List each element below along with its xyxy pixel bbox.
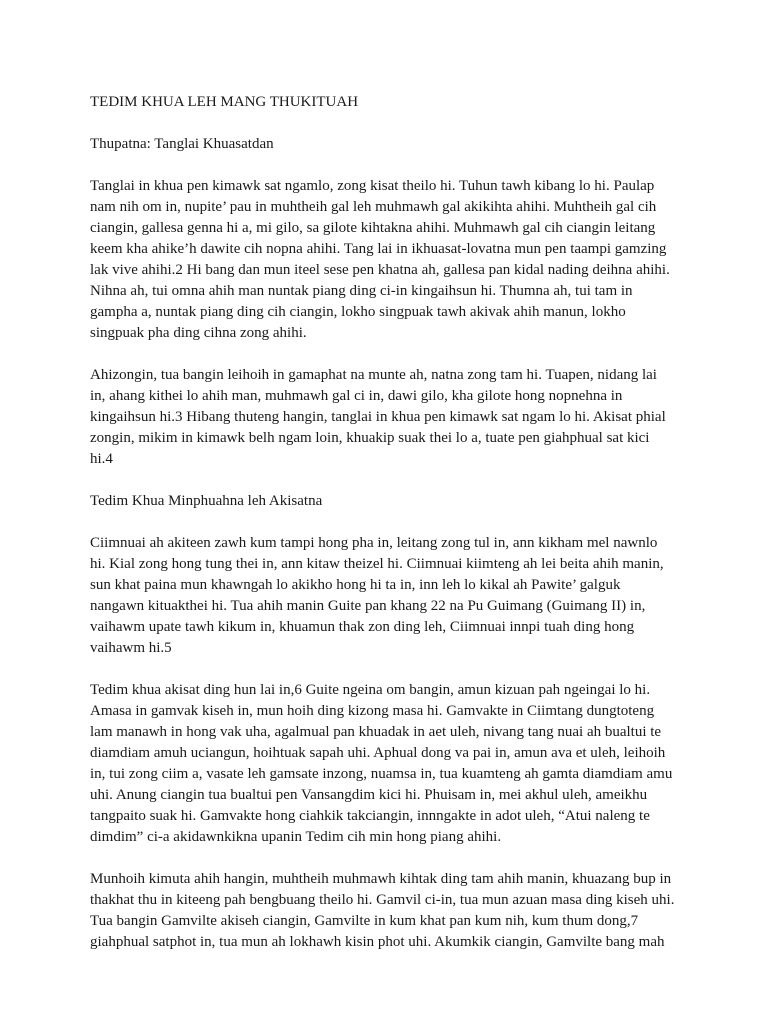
paragraph-5: [90, 869, 690, 953]
document-body: [90, 92, 690, 974]
text-line: thakhat thu in kiteeng pah bengbuang theilo hi. Gamvil ci-in, tua mun azuan masa ding kiseh uhi.: [90, 892, 675, 908]
text-line: sun khat paina mun khawngah lo akikho hong hi ta in, inn leh lo kikal ah Pawite’ galguk: [90, 577, 621, 593]
text-line: nam nih om in, nupite’ pau in muhtheih gal leh muhmawh gal akikihta ahihi. Muhtheih gal cih: [90, 199, 657, 215]
text-line: ciangin, gallesa genna hi a, mi gilo, sa gilote kihtakna ahihi. Muhmawh gal cih ciangin leitang: [90, 220, 656, 236]
text-line: gampha a, nuntak piang ding cih ciangin, lokho singpuak tawh akivak ahih manun, lokho: [90, 304, 626, 320]
text-line: uhi. Anung ciangin tua bualtui pen Vansangdim kici hi. Phuisam in, mei akhul uleh, ameikhu: [90, 787, 648, 803]
text-line: Munhoih kimuta ahih hangin, muhtheih muhmawh kihtak ding tam ahih manin, khuazang bup in: [90, 871, 672, 887]
paragraph-2: [90, 365, 690, 470]
text-line: in, tui zong ciim a, vasate leh gamsate inzong, nuamsa in, tua kuamteng ah gamta diamdiam amu: [90, 766, 673, 782]
text-line: Amasa in gamvak kiseh in, mun hoih ding kizong masa hi. Gamvakte in Ciimtang dungtoteng: [90, 703, 655, 719]
text-line: vaihawm upate tawh kikum in, khuamun thak zon ding leh, Ciimnuai innpi tuah ding hong: [90, 619, 635, 635]
text-line: vaihawm hi.5: [90, 640, 172, 656]
paragraph-1: [90, 176, 690, 344]
text-line: Ciimnuai ah akiteen zawh kum tampi hong pha in, leitang zong tul in, ann kikham mel nawnlo: [90, 535, 658, 551]
text-line: kingaihsun hi.3 Hibang thuteng hangin, tanglai in khua pen kimawk sat ngam lo hi. Akisat phial: [90, 409, 666, 425]
text-line: hi.4: [90, 451, 113, 467]
section-heading: Tedim Khua Minphuahna leh Akisatna: [90, 493, 323, 509]
text-line: singpuak pha ding cihna zong ahihi.: [90, 325, 307, 341]
text-line: nangawn kituakthei hi. Tua ahih manin Guite pan khang 22 na Pu Guimang (Guimang II) in,: [90, 598, 646, 614]
paragraph-3: [90, 533, 690, 659]
text-line: hi. Kial zong hong tung thei in, ann kitaw theizel hi. Ciimnuai kiimteng ah lei beita ahih manin,: [90, 556, 664, 572]
document-title: TEDIM KHUA LEH MANG THUKITUAH: [90, 94, 359, 110]
text-line: lak vive ahihi.2 Hi bang dan mun iteel sese pen khatna ah, gallesa pan kidal nading deihna ahihi.: [90, 262, 670, 278]
document-subtitle: Thupatna: Tanglai Khuasatdan: [90, 136, 274, 152]
text-line: Tedim khua akisat ding hun lai in,6 Guite ngeina om bangin, amun kizuan pah ngeingai lo hi.: [90, 682, 651, 698]
text-line: giahphual satphot in, tua mun ah lokhawh kisin phot uhi. Akumkik ciangin, Gamvilte bang mah: [90, 934, 665, 950]
text-line: in, ahang kithei lo ahih man, muhmawh gal ci in, dawi gilo, kha gilote hong nopnehna in: [90, 388, 623, 404]
text-line: dimdim” ci-a akidawnkikna upanin Tedim cih min hong piang ahihi.: [90, 829, 502, 845]
paragraph-4: [90, 680, 690, 848]
text-line: Nihna ah, tui omna ahih man nuntak piang ding ci-in kingaihsun hi. Thumna ah, tui tam in: [90, 283, 633, 299]
text-line: Ahizongin, tua bangin leihoih in gamaphat na munte ah, natna zong tam hi. Tuapen, nidang lai: [90, 367, 657, 383]
text-line: tangpaito suak hi. Gamvakte hong ciahkik takciangin, innngakte in adot uleh, “Atui naleng te: [90, 808, 650, 824]
text-line: zongin, mikim in kimawk belh ngam loin, khuakip suak thei lo a, tuate pen giahphual sat kici: [90, 430, 650, 446]
text-line: keem kha ahike’h dawite cih nopna ahihi. Tang lai in ikhuasat-lovatna mun pen taampi gamzing: [90, 241, 667, 257]
text-line: Tua bangin Gamvilte akiseh ciangin, Gamvilte in kum khat pan kum nih, kum thum dong,7: [90, 913, 639, 929]
text-line: Tanglai in khua pen kimawk sat ngamlo, zong kisat theilo hi. Tuhun tawh kibang lo hi. Paulap: [90, 178, 655, 194]
text-line: lam manawh in hong vak uha, agalmual pan khuadak in aet uleh, nivang tang nuai ah bualtui te: [90, 724, 662, 740]
text-line: diamdiam amuh uciangun, hoihtuak sapah uhi. Aphual dong va pai in, amun ava et uleh, leihoih: [90, 745, 666, 761]
